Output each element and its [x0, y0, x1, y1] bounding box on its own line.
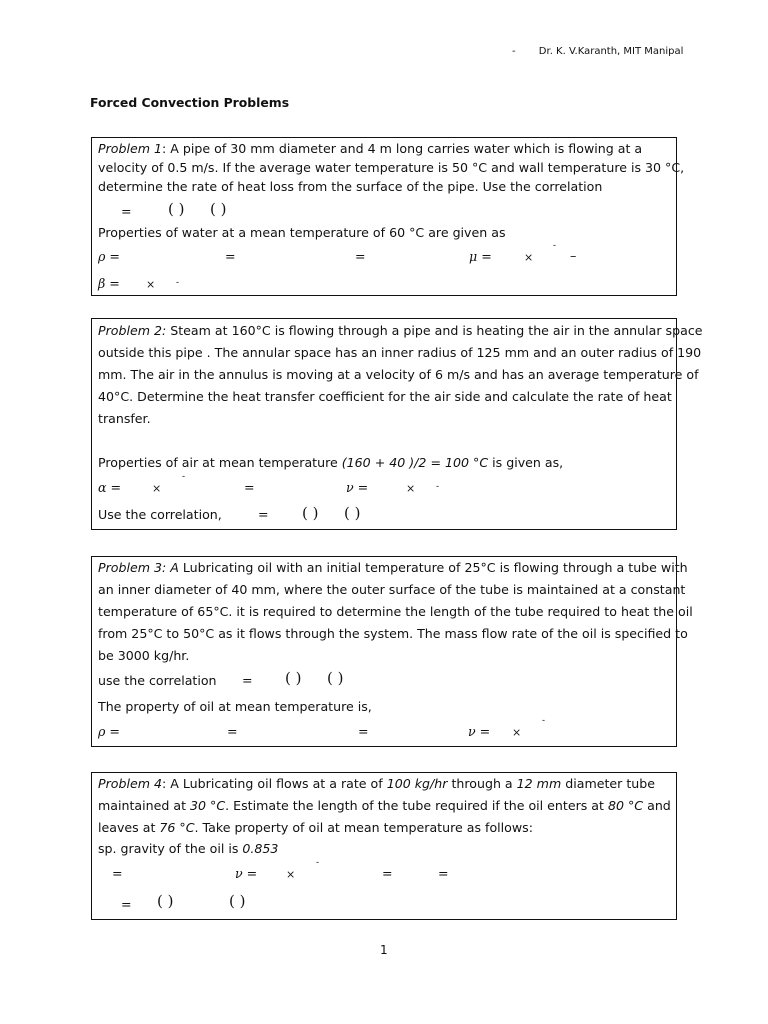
problem-4-text-2e: and — [643, 798, 671, 813]
problem-1-box — [91, 137, 685, 296]
problem-1-corr-eq: = — [121, 204, 132, 219]
problem-3-rho: ρ = — [98, 724, 120, 739]
problem-1-rho: ρ = — [98, 249, 120, 264]
problem-2-line-2: outside this pipe . The annular space has an inner radius of 125 mm and an outer radius of 190 — [98, 345, 702, 360]
problem-2-props-c: is given as, — [488, 455, 564, 470]
problem-1-eq-1: = — [225, 249, 236, 264]
problem-3-line-3: temperature of 65°C. it is required to determine the length of the tube required to heat the oil — [98, 604, 693, 619]
problem-4-text-2a: maintained at — [98, 798, 191, 813]
problem-2-nu: ν = — [346, 480, 369, 495]
problem-4-times: × — [286, 868, 296, 881]
problem-4-corr-paren-2: ( ) — [229, 892, 246, 910]
problem-1-corr-paren-1: ( ) — [168, 200, 185, 218]
problem-3-eq-2: = — [358, 724, 369, 739]
problem-2-line-4: 40°C. Determine the heat transfer coefficient for the air side and calculate the rate of heat — [98, 389, 672, 404]
problem-3-nu: ν = — [468, 724, 491, 739]
problem-1-eq-2: = — [355, 249, 366, 264]
problem-4-nu: ν = — [235, 866, 258, 881]
problem-2-line-1 — [98, 323, 703, 338]
problem-2-corr-paren-2: ( ) — [344, 504, 361, 522]
problem-1-line-3: determine the rate of heat loss from the surface of the pipe. Use the correlation — [98, 179, 603, 194]
problem-4-line-3 — [98, 820, 533, 835]
problem-2-text-1: Steam at 160°C is flowing through a pipe and is heating the air in the annular space — [166, 323, 703, 338]
problem-1-properties: Properties of water at a mean temperature of 60 °C are given as — [98, 225, 506, 240]
problem-2-box — [91, 318, 703, 530]
problem-4-corr-eq: = — [121, 897, 132, 912]
problem-1-dash: – — [570, 248, 577, 263]
problem-4-text-3a: leaves at — [98, 820, 160, 835]
problem-4-line-1 — [98, 776, 670, 791]
problem-4-eq-1: = — [112, 866, 123, 881]
problem-3-label: Problem 3: — [98, 560, 167, 575]
problem-1-exp-2: - — [176, 278, 180, 288]
problem-4-wall-temp: 30 °C — [190, 798, 226, 813]
problem-4-flow-rate: 100 kg/hr — [386, 776, 448, 791]
problem-3-corr-eq: = — [242, 673, 253, 688]
problem-4-eq-3: = — [438, 866, 449, 881]
problem-3-corr-paren-2: ( ) — [327, 669, 344, 687]
problem-4-sp-gravity: 0.853 — [242, 841, 279, 856]
problem-2-times-2: × — [406, 482, 416, 495]
problem-3-exp: - — [542, 716, 546, 726]
problem-2-alpha: α = — [98, 480, 122, 495]
problem-1-corr-paren-2: ( ) — [210, 200, 227, 218]
problem-4-corr-paren-1: ( ) — [157, 892, 174, 910]
problem-4-text-3c: . Take property of oil at mean temperature as follows: — [194, 820, 533, 835]
problem-3-box — [91, 556, 693, 747]
problem-2-line-3: mm. The air in the annulus is moving at a velocity of 6 m/s and has an average temperature of — [98, 367, 699, 382]
problem-1-label: Problem 1 — [98, 141, 163, 156]
problem-4-text-4a: sp. gravity of the oil is — [98, 841, 243, 856]
page-number: 1 — [380, 943, 388, 957]
problem-2-correlation: Use the correlation, — [98, 507, 222, 522]
problem-4-text-1a: : A Lubricating oil flows at a rate of — [162, 776, 387, 791]
problem-4-line-2 — [98, 798, 671, 813]
problem-1-line-1 — [98, 141, 642, 156]
problem-3-line-4: from 25°C to 50°C as it flows through the system. The mass flow rate of the oil is specified to — [98, 626, 688, 641]
problem-1-beta: β = — [98, 276, 120, 291]
problem-3-properties: The property of oil at mean temperature is, — [98, 699, 372, 714]
problem-2-corr-eq: = — [258, 507, 269, 522]
problem-3-line-2: an inner diameter of 40 mm, where the outer surface of the tube is maintained at a constant — [98, 582, 686, 597]
problem-4-diameter: 12 mm — [516, 776, 562, 791]
problem-2-label: Problem 2: — [98, 323, 167, 338]
problem-2-properties — [98, 455, 563, 470]
problem-2-props-b: (160 + 40 )/2 = 100 °C — [341, 455, 489, 470]
problem-3-text-1a: A — [166, 560, 179, 575]
page-header — [512, 46, 683, 57]
problem-1-mu: μ = — [469, 249, 492, 264]
problem-2-eq-1: = — [244, 480, 255, 495]
problem-4-text-1e: diameter tube — [561, 776, 655, 791]
problem-3-times: × — [512, 726, 522, 739]
problem-1-exp-1: - — [553, 241, 557, 251]
problem-4-outlet-temp: 76 °C — [159, 820, 195, 835]
problem-3-text-1b: Lubricating oil with an initial temperature of 25°C is flowing through a tube with — [178, 560, 688, 575]
problem-4-text-1c: through a — [447, 776, 517, 791]
problem-3-corr-paren-1: ( ) — [285, 669, 302, 687]
problem-1-times-1: × — [524, 251, 534, 264]
problem-1-line-2: velocity of 0.5 m/s. If the average water temperature is 50 °C and wall temperature is 30 °C, — [98, 160, 685, 175]
problem-4-line-4 — [98, 841, 278, 856]
header-author: Dr. K. V.Karanth, MIT Manipal — [538, 46, 684, 57]
problem-2-times-1: × — [152, 482, 162, 495]
problem-4-eq-2: = — [382, 866, 393, 881]
problem-3-eq-1: = — [227, 724, 238, 739]
problem-3-correlation: use the correlation — [98, 673, 217, 688]
problem-4-exp: - — [316, 858, 320, 868]
problem-2-line-5: transfer. — [98, 411, 151, 426]
header-dash: - — [512, 46, 516, 57]
problem-4-inlet-temp: 80 °C — [607, 798, 644, 813]
problem-2-props-a: Properties of air at mean temperature — [98, 455, 342, 470]
problem-3-line-1 — [98, 560, 688, 575]
problem-3-line-5: be 3000 kg/hr. — [98, 648, 190, 663]
problem-2-corr-paren-1: ( ) — [302, 504, 319, 522]
problem-4-text-2c: . Estimate the length of the tube required if the oil enters at — [225, 798, 608, 813]
problem-2-exp-2: - — [436, 482, 440, 492]
page-title: Forced Convection Problems — [90, 95, 290, 110]
problem-2-exp-1: - — [182, 472, 186, 482]
problem-1-text-1: : A pipe of 30 mm diameter and 4 m long carries water which is flowing at a — [162, 141, 643, 156]
problem-1-times-2: × — [146, 278, 156, 291]
problem-4-box — [91, 772, 677, 920]
problem-4-label: Problem 4 — [98, 776, 163, 791]
